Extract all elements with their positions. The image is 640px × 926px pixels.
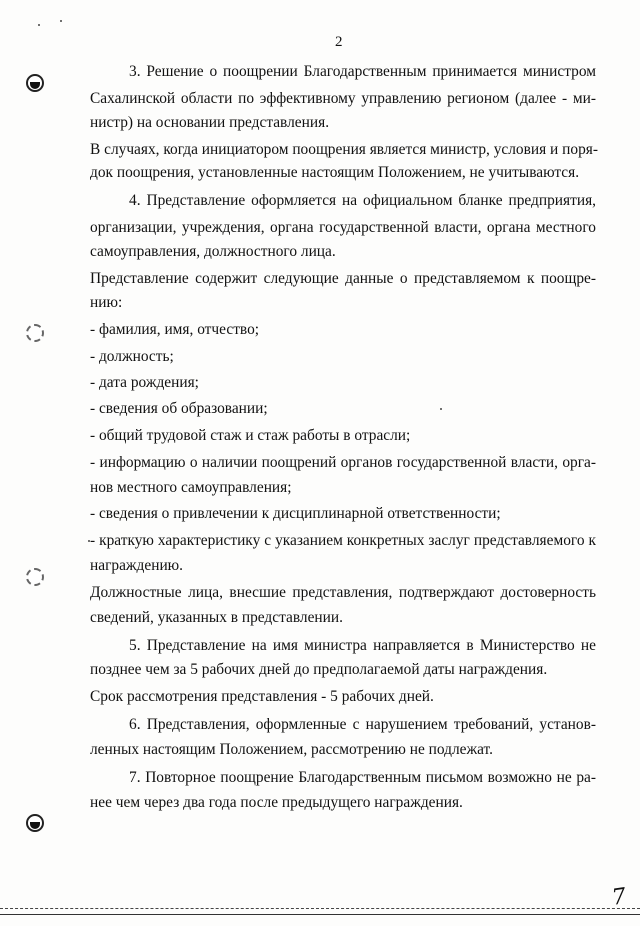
list-item: награждению. bbox=[90, 557, 184, 574]
punch-hole bbox=[26, 568, 44, 586]
text-line: док поощрения, установленные настоящим Положением, не учитываются. bbox=[90, 164, 580, 181]
text-line: нистр) на основании представления. bbox=[90, 114, 330, 131]
text-line: самоуправления, должностного лица. bbox=[90, 243, 336, 260]
list-item: - краткую характеристику с указанием конкретных заслуг представляемого к bbox=[90, 532, 596, 549]
text-line: нию: bbox=[90, 294, 123, 311]
text-line: Сахалинской области по эффективному управлению регионом (далее - ми- bbox=[90, 90, 596, 107]
text-line: нее чем через два года после предыдущего награждения. bbox=[90, 794, 463, 811]
list-item: - сведения об образовании; bbox=[90, 400, 268, 417]
text-line: организации, учреждения, органа государственной власти, органа местного bbox=[90, 219, 596, 236]
scan-speck bbox=[38, 24, 40, 26]
list-item: - сведения о привлечении к дисциплинарной ответственности; bbox=[90, 505, 501, 522]
text-line: 5. Представление на имя министра направляется в Министерство не bbox=[129, 637, 596, 654]
text-line: 3. Решение о поощрении Благодарственным принимается министром bbox=[129, 63, 596, 80]
scan-speck bbox=[60, 20, 62, 22]
text-line: сведений, указанных в представлении. bbox=[90, 609, 343, 626]
page-number: 2 bbox=[335, 34, 343, 50]
text-line: Должностные лица, внесшие представления, подтверждают достоверность bbox=[90, 584, 596, 601]
scan-speck bbox=[440, 408, 442, 410]
text-line: Срок рассмотрения представления - 5 рабочих дней. bbox=[90, 688, 434, 705]
list-item: - фамилия, имя, отчество; bbox=[90, 321, 260, 338]
text-line: 7. Повторное поощрение Благодарственным письмом возможно не ра- bbox=[129, 769, 596, 786]
text-line: 6. Представления, оформленные с нарушением требований, установ- bbox=[129, 716, 596, 733]
handwritten-mark: 7 bbox=[610, 884, 628, 911]
list-item: - дата рождения; bbox=[90, 374, 199, 391]
scan-speck bbox=[88, 540, 90, 542]
list-item: - информацию о наличии поощрений органов государственной власти, орга- bbox=[90, 454, 596, 471]
punch-hole bbox=[26, 814, 44, 832]
text-line: ленных настоящим Положением, рассмотрению не подлежат. bbox=[90, 741, 493, 758]
text-line: 4. Представление оформляется на официальном бланке предприятия, bbox=[129, 192, 596, 209]
list-item: - должность; bbox=[90, 348, 174, 365]
punch-hole bbox=[26, 74, 44, 92]
scan-edge-line bbox=[0, 908, 640, 909]
list-item: нов местного самоуправления; bbox=[90, 479, 292, 496]
scan-edge-line bbox=[0, 914, 640, 915]
text-line: позднее чем за 5 рабочих дней до предполагаемой даты награждения. bbox=[90, 661, 548, 678]
text-line: Представление содержит следующие данные о представляемом к поощре- bbox=[90, 270, 596, 287]
punch-hole bbox=[26, 324, 44, 342]
text-line: В случаях, когда инициатором поощрения является министр, условия и поря- bbox=[90, 141, 598, 158]
list-item: - общий трудовой стаж и стаж работы в отрасли; bbox=[90, 427, 411, 444]
